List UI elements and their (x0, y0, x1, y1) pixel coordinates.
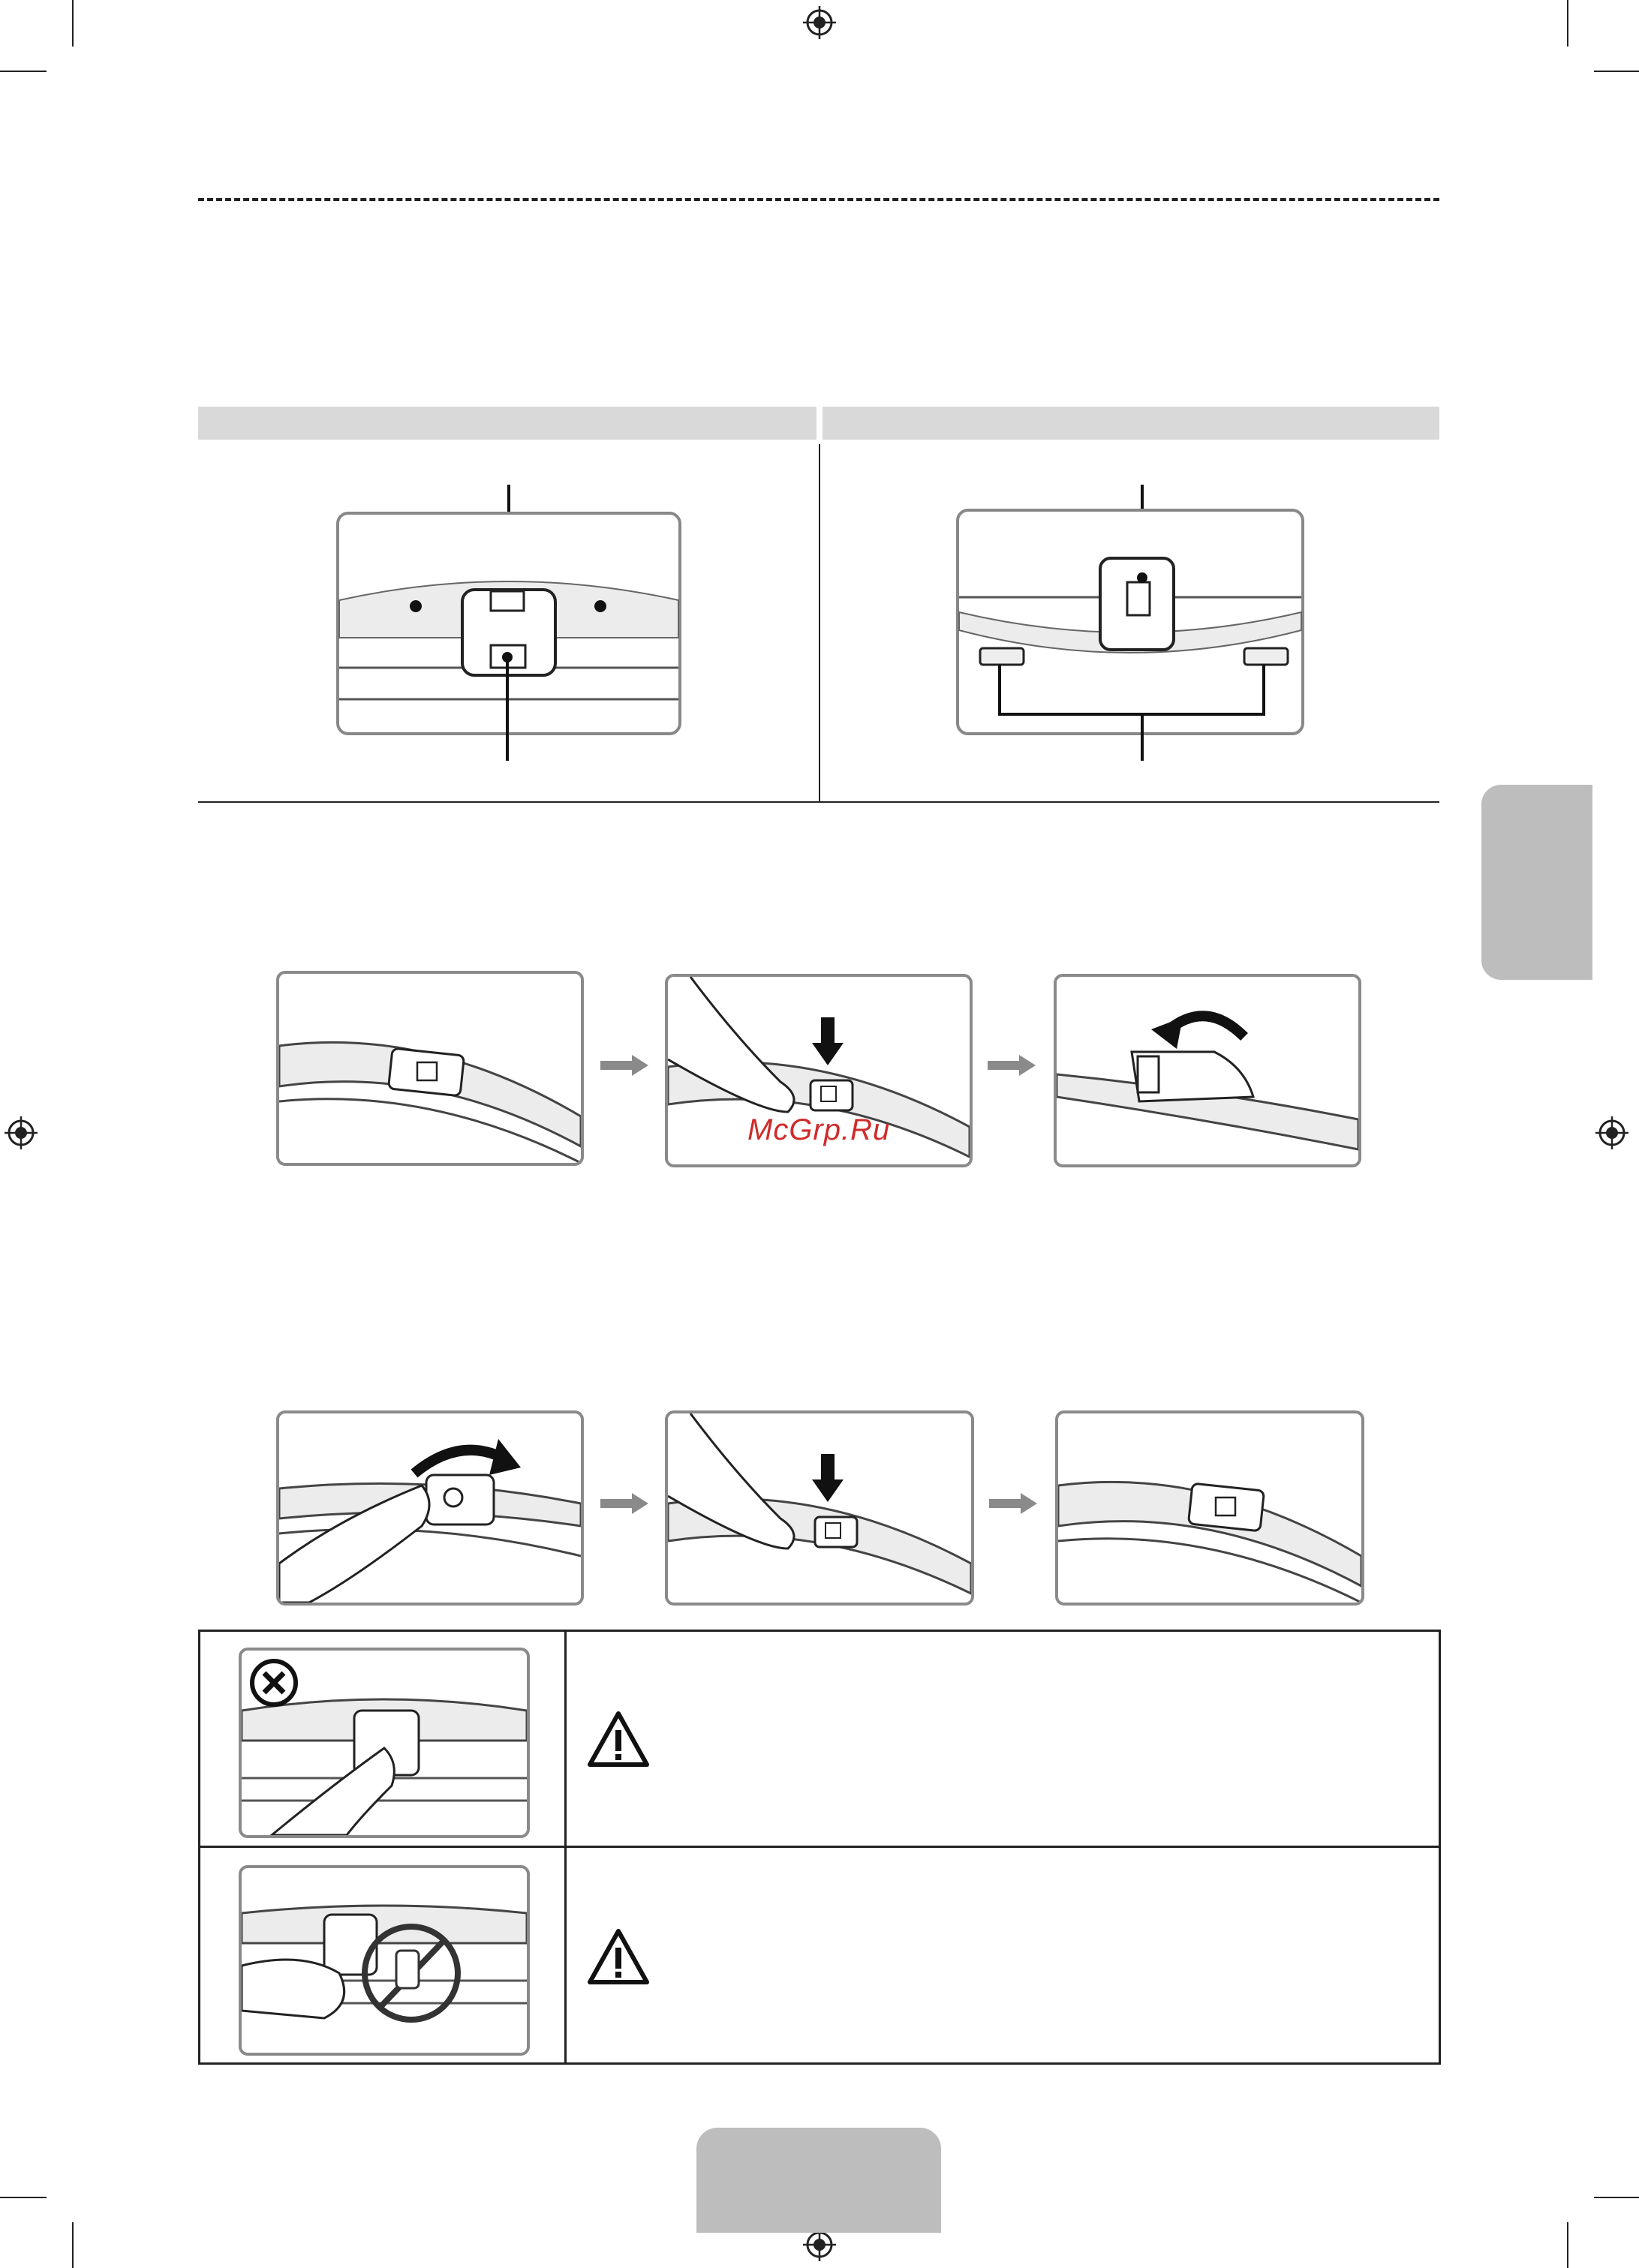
camera-front-view (330, 480, 690, 780)
table-bottom-rule (198, 801, 1439, 803)
step-press-camera-down (665, 1410, 974, 1606)
caution-table-row-divider (198, 1846, 1439, 1848)
prohibited-circle-icon (248, 1657, 300, 1709)
right-arrow-icon (600, 1493, 648, 1514)
table-header-right (823, 407, 1439, 440)
warning-triangle-icon (587, 1928, 650, 1985)
step-camera-closed-final (1055, 1410, 1364, 1606)
page-number-tab (696, 2128, 941, 2233)
crop-mark (0, 2197, 47, 2198)
crop-mark (72, 2222, 74, 2268)
crop-mark (1594, 2197, 1639, 2198)
crop-mark (1594, 71, 1639, 72)
caution-image-clean (239, 1865, 530, 2056)
table-header-left (198, 407, 816, 440)
crosshair-target-icon (5, 1116, 38, 1149)
crosshair-target-icon (803, 6, 836, 39)
step-camera-popped-up (1054, 974, 1361, 1167)
crop-mark (1567, 2222, 1568, 2268)
warning-triangle-icon (587, 1711, 650, 1768)
crop-mark (0, 71, 47, 72)
camera-rear-view (950, 480, 1310, 780)
section-side-tab (1481, 785, 1592, 980)
right-arrow-icon (988, 1055, 1036, 1076)
column-divider (819, 444, 820, 803)
crop-mark (1567, 0, 1568, 47)
step-fold-camera (276, 1410, 584, 1606)
crosshair-target-icon (1595, 1116, 1628, 1149)
crosshair-target-icon (803, 2228, 836, 2261)
step-camera-closed (276, 971, 584, 1166)
right-arrow-icon (600, 1055, 648, 1076)
section-divider (198, 198, 1439, 201)
watermark: McGrp.Ru (747, 1113, 891, 1146)
crop-mark (72, 0, 74, 47)
right-arrow-icon (989, 1493, 1037, 1514)
